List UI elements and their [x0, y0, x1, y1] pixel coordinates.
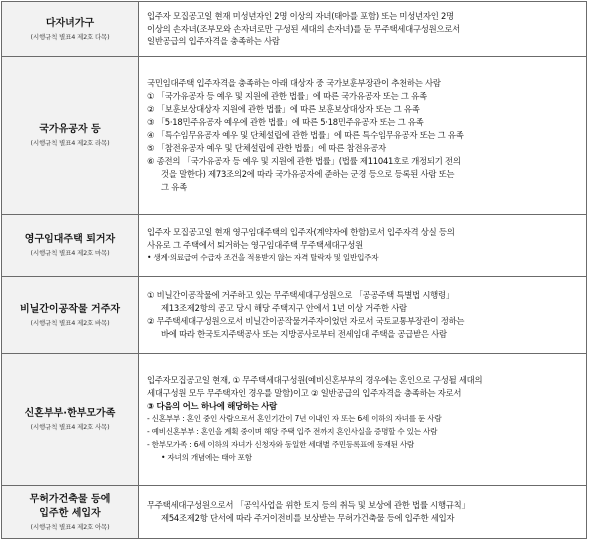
content-line: ③ 「5·18민주유공자 예우에 관한 법률」에 따른 5·18민주유공자 또는 그 유족 — [147, 117, 424, 128]
row-header — [2, 277, 139, 354]
row-title-line: 입주한 세입자 — [39, 507, 101, 519]
table-row — [2, 2, 587, 57]
content-line: - 예비신혼부부 : 혼인을 계획 중이며 해당 주택 입주 전까지 혼인사실을 증명할 수 있는 사람 — [147, 426, 438, 436]
content-line: 입주자모집공고일 현재, ① 무주택세대구성원(예비신혼부부의 경우에는 혼인으로 구성될 세대의 — [147, 375, 483, 386]
row-reference: (시행규칙 별표4 제2호 바목) — [30, 318, 110, 327]
content-line: • 생계·의료급여 수급자 조건을 적용받지 않는 자격 탈락자 및 일반입주자 — [147, 252, 379, 262]
content-line: 제13조제2항의 공고 당시 해당 주택지구 안에서 1년 이상 거주한 사람 — [161, 303, 407, 314]
row-title-line: 무허가건축물 등에 — [29, 493, 111, 505]
content-line: 사유로 그 주택에서 퇴거하는 영구임대주택 무주택세대구성원 — [147, 240, 363, 251]
table-row — [2, 215, 587, 277]
content-line: ① 비닐간이공작물에 거주하고 있는 무주택세대구성원으로 「공공주택 특별법 시행령」 — [147, 290, 454, 301]
content-line: ④ 「특수임무유공자 예우 및 단체설립에 관한 법률」에 따른 특수임무유공자 또는 그 유족 — [147, 130, 464, 141]
content-line: ② 무주택세대구성원으로서 비닐간이공작물거주자이었던 자로서 국토교통부장관이 정하는 — [147, 316, 465, 326]
content-line: ⑤ 「참전유공자 예우 및 단체설립에 관한 법률」에 따른 참전유공자 — [147, 142, 386, 153]
row-reference: (시행규칙 별표4 제2호 다목) — [30, 32, 110, 41]
content-line: 이상의 손자녀(조부모와 손자녀로만 구성된 세대의 손자녀)를 둔 무주택세대구성원으로서 — [147, 23, 461, 34]
row-reference: (시행규칙 별표4 제2호 마목) — [30, 249, 110, 257]
content-line: ① 「국가유공자 등 예우 및 지원에 관한 법률」에 따른 국가유공자 또는 그 유족 — [147, 91, 427, 102]
row-title: 신혼부부·한부모가족 — [24, 408, 116, 419]
row-header — [2, 354, 139, 486]
row-title: 국가유공자 등 — [39, 124, 101, 135]
content-line: 국민임대주택 입주자격을 충족하는 아래 대상자 중 국가보훈부장관이 추천하는 사람 — [147, 78, 441, 89]
row-content — [139, 2, 587, 57]
row-reference: (시행규칙 별표4 제2호 라목) — [30, 139, 110, 147]
content-line: ⑥ 종전의 「국가유공자 등 예우 및 지원에 관한 법률」(법률 제11041호로 개정되기 전의 — [147, 155, 461, 166]
content-line: ③ 다음의 어느 하나에 해당하는 사람 — [147, 401, 277, 412]
table-row — [2, 277, 587, 354]
content-line: 입주자 모집공고일 현재 미성년자인 2명 이상의 자녀(태아를 포함) 또는 미성년자인 2명 — [147, 10, 454, 21]
row-content — [139, 354, 587, 486]
content-line: 세대구성원 모두 무주택자인 경우를 말함)이고 ② 일반공급의 입주자격을 충족하는 자로서 — [147, 388, 462, 399]
row-title: 비닐간이공작물 거주자 — [19, 303, 121, 315]
row-header — [2, 57, 139, 215]
content-line: - 신혼부부 : 혼인 중인 사람으로서 혼인기간이 7년 이내인 자 또는 6세 이하의 자녀를 둔 사람 — [147, 414, 442, 424]
row-header — [2, 2, 139, 57]
row-content — [139, 57, 587, 215]
content-line: 것을 말한다) 제73조의2에 따라 국가유공자에 준하는 군경 등으로 등록된 사람 또는 — [161, 168, 455, 179]
row-content — [139, 215, 587, 277]
content-line: ② 「보훈보상대상자 지원에 관한 법률」에 따른 보훈보상대상자 또는 그 유족 — [147, 104, 420, 115]
content-line: 무주택세대구성원으로서 「공익사업을 위한 토지 등의 취득 및 보상에 관한 법률 시행규칙」 — [147, 500, 470, 511]
eligibility-table — [1, 1, 587, 539]
table-row — [2, 486, 587, 539]
content-line: 일반공급의 입주자격을 충족하는 사람 — [147, 36, 280, 47]
content-line: 바에 따라 한국토지주택공사 또는 지방공사로부터 전세임대 주택을 공급받은 사람 — [161, 328, 447, 339]
content-line: 입주자 모집공고일 현재 영구임대주택의 입주자(계약자에 한함)로서 입주자격 상실 등의 — [147, 227, 455, 238]
row-title: 다자녀가구 — [45, 17, 95, 29]
row-header — [2, 486, 139, 539]
row-content — [139, 486, 587, 539]
row-title: 영구임대주택 퇴거자 — [24, 234, 116, 245]
content-line: 제54조제2항 단서에 따라 주거이전비를 보상받는 무허가건축물 등에 입주한 세입자 — [161, 513, 455, 523]
row-header — [2, 215, 139, 277]
content-line: • 자녀의 개념에는 태아 포함 — [161, 452, 252, 462]
content-line: 그 유족 — [161, 181, 187, 192]
row-content — [139, 277, 587, 354]
table-row — [2, 57, 587, 215]
content-line: - 한부모가족 : 6세 이하의 자녀가 신청자와 동일한 세대별 주민등록표에 등재된 사람 — [147, 439, 415, 449]
eligibility-page — [1, 1, 587, 540]
row-reference: (시행규칙 별표4 제2호 아목) — [30, 522, 110, 531]
row-reference: (시행규칙 별표4 제2호 사목) — [30, 423, 110, 431]
table-row — [2, 354, 587, 486]
